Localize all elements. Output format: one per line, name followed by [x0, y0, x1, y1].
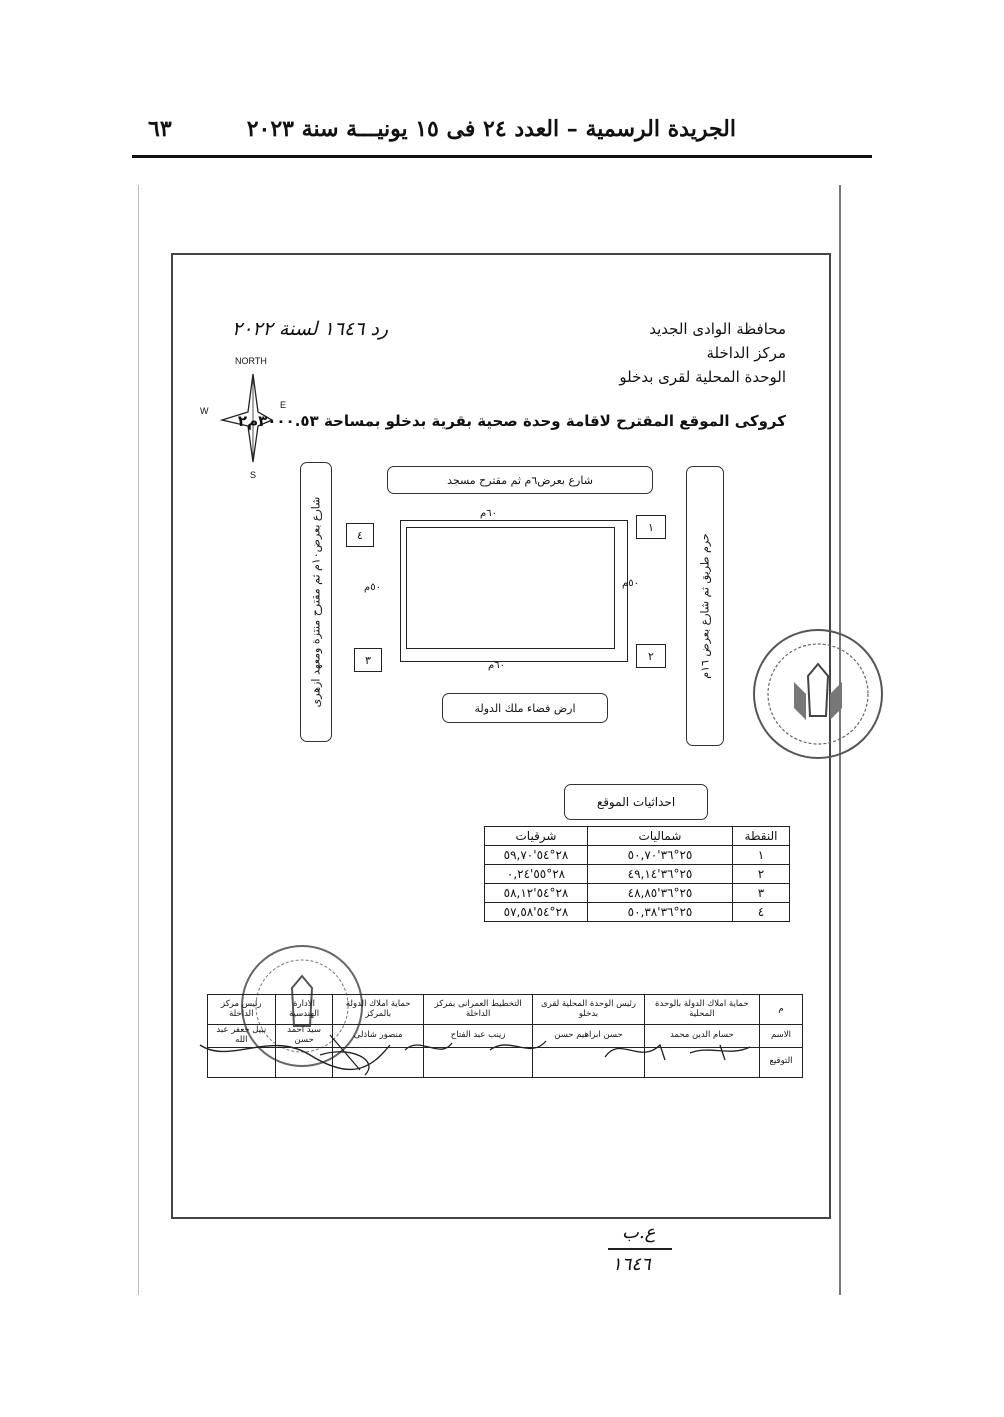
- easting-value: ٢٨°٥٤'٥٩,٧٠: [485, 846, 588, 865]
- signatory-name: زينب عبد الفتاح: [423, 1025, 532, 1048]
- point-marker-4: ٤: [346, 523, 374, 547]
- northing-value: ٢٥°٣٦'٥٠,٧٠: [588, 846, 733, 865]
- point-marker-3: ٣: [354, 648, 382, 672]
- plot-inner-boundary: [406, 527, 615, 649]
- signatory-title: رئيس الوحدة المحلية لقرى بدخلو: [533, 995, 644, 1025]
- row-label-signature: التوقيع: [760, 1047, 803, 1077]
- point-id: ١: [733, 846, 790, 865]
- row-label-index: م: [760, 995, 803, 1025]
- dimension-bottom: ٦٠م: [488, 660, 505, 671]
- coordinates-title: احداثيات الموقع: [564, 784, 708, 820]
- signatory-name: حسام الدين محمد: [644, 1025, 759, 1048]
- dimension-right: ٥٠م: [622, 578, 639, 589]
- page-number: ٦٣: [148, 116, 172, 142]
- table-row: [485, 846, 790, 865]
- header-rule: [132, 155, 872, 158]
- coordinates-table: [484, 826, 790, 922]
- gazette-header-title: الجريدة الرسمية – العدد ٢٤ فى ١٥ يونيـــة سنة ٢٠٢٣: [246, 116, 736, 142]
- signatory-title: الادارة الهندسية: [275, 995, 333, 1025]
- authority-local-unit: الوحدة المحلية لقرى بدخلو: [619, 368, 786, 386]
- point-id: ٣: [733, 884, 790, 903]
- easting-value: ٢٨°٥٤'٥٧,٥٨: [485, 903, 588, 922]
- authority-governorate: محافظة الوادى الجديد: [649, 320, 786, 338]
- coordinates-header-row: [485, 827, 790, 846]
- signatory-title: التخطيط العمرانى بمركز الداخلة: [423, 995, 532, 1025]
- signatory-name: نبيل جعفر عبد الله: [208, 1025, 276, 1048]
- signatory-name: سيد احمد حسن: [275, 1025, 333, 1048]
- point-marker-2: ٢: [636, 644, 666, 668]
- northing-value: ٢٥°٣٦'٤٨,٨٥: [588, 884, 733, 903]
- signatory-name: حسن ابراهيم حسن: [533, 1025, 644, 1048]
- left-street-label: شارع بعرض١٠م ثم مقترح منتزة ومعهد ازهرى: [300, 462, 332, 742]
- easting-value: ٢٨°٥٤'٥٨,١٢: [485, 884, 588, 903]
- northing-value: ٢٥°٣٦'٥٠,٣٨: [588, 903, 733, 922]
- northing-value: ٢٥°٣٦'٤٩,١٤: [588, 865, 733, 884]
- compass-west-label: W: [200, 406, 209, 416]
- signatory-title: حماية املاك الدولة بالوحدة المحلية: [644, 995, 759, 1025]
- handwritten-signatures: [190, 1025, 800, 1080]
- bottom-handwritten-top: ع.ب: [622, 1222, 656, 1243]
- right-road-label: حرم طريق ثم شارع بعرض ١٦م: [686, 466, 724, 746]
- signatory-title: رئيس مركز الداخلة: [208, 995, 276, 1025]
- authority-center: مركز الداخلة: [706, 344, 786, 362]
- signatory-name: منصور شاذلى: [333, 1025, 423, 1048]
- compass-north-label: NORTH: [235, 356, 267, 366]
- compass-east-label: E: [280, 400, 287, 410]
- handwritten-reference: رد ١٦٤٦ لسنة ٢٠٢٢: [232, 318, 389, 340]
- bottom-handwritten-number: ١٦٤٦: [612, 1254, 651, 1275]
- point-marker-1: ١: [636, 515, 666, 539]
- table-row: [485, 884, 790, 903]
- header-eastings: شرقيات: [485, 827, 588, 846]
- top-street-label: شارع بعرض٦م ثم مقترح مسجد: [387, 466, 653, 494]
- compass-south-label: S: [250, 470, 257, 480]
- easting-value: ٢٨°٥٥'٠,٢٤: [485, 865, 588, 884]
- bottom-land-label: ارض فضاء ملك الدولة: [442, 693, 608, 723]
- document-title: كروكى الموقع المقترح لاقامة وحدة صحية بقرية بدخلو بمساحة ٣٠٠٠.٥٣م٢: [237, 412, 786, 430]
- row-label-name: الاسم: [760, 1025, 803, 1048]
- table-row: [485, 903, 790, 922]
- header-point: النقطة: [733, 827, 790, 846]
- table-row: [485, 865, 790, 884]
- point-id: ٢: [733, 865, 790, 884]
- dimension-left: ٥٠م: [364, 582, 381, 593]
- signatory-title: حماية املاك الدولة بالمركز: [333, 995, 423, 1025]
- header-northings: شماليات: [588, 827, 733, 846]
- official-seal-stamp: [748, 624, 888, 764]
- point-id: ٤: [733, 903, 790, 922]
- bottom-handwritten-rule: [608, 1248, 672, 1250]
- signatures-title-row: [208, 995, 803, 1025]
- dimension-top: ٦٠م: [480, 508, 497, 519]
